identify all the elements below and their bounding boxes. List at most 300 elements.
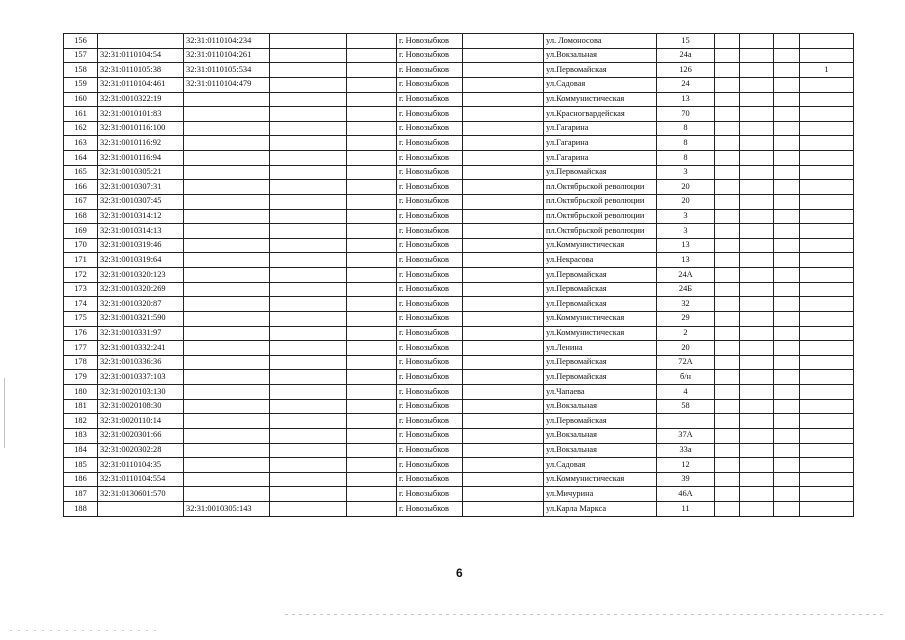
empty-cell (463, 224, 544, 239)
street-cell: ул.Первомайская (544, 282, 657, 297)
cadastral-number-cell: 32:31:0010320:87 (98, 297, 184, 312)
house-number-cell: 8 (657, 121, 715, 136)
empty-cell (715, 63, 740, 78)
street-cell: ул.Коммунистическая (544, 92, 657, 107)
empty-cell (774, 238, 800, 253)
empty-cell (270, 487, 347, 502)
empty-cell (270, 180, 347, 195)
empty-cell (347, 487, 397, 502)
street-cell: ул.Вокзальная (544, 443, 657, 458)
empty-cell (463, 194, 544, 209)
empty-cell (774, 34, 800, 49)
empty-cell (270, 63, 347, 78)
city-cell: г. Новозыбков (397, 355, 463, 370)
extra-value-cell (800, 370, 854, 385)
empty-cell (270, 502, 347, 517)
cadastral-number-2-cell (184, 414, 270, 429)
empty-cell (715, 107, 740, 122)
empty-cell (463, 311, 544, 326)
empty-cell (347, 224, 397, 239)
extra-value-cell (800, 414, 854, 429)
extra-value-cell (800, 151, 854, 166)
cadastral-number-cell: 32:31:0020110:14 (98, 414, 184, 429)
empty-cell (740, 428, 774, 443)
empty-cell (463, 414, 544, 429)
empty-cell (463, 487, 544, 502)
empty-cell (347, 107, 397, 122)
cadastral-number-cell: 32:31:0010319:46 (98, 238, 184, 253)
street-cell: ул.Садовая (544, 458, 657, 473)
table-row (64, 326, 854, 341)
empty-cell (347, 63, 397, 78)
empty-cell (774, 268, 800, 283)
empty-cell (715, 472, 740, 487)
empty-cell (740, 502, 774, 517)
city-cell: г. Новозыбков (397, 209, 463, 224)
street-cell: ул.Первомайская (544, 268, 657, 283)
city-cell: г. Новозыбков (397, 136, 463, 151)
empty-cell (740, 63, 774, 78)
table-row (64, 194, 854, 209)
empty-cell (715, 355, 740, 370)
table-row (64, 180, 854, 195)
extra-value-cell (800, 282, 854, 297)
city-cell: г. Новозыбков (397, 399, 463, 414)
city-cell: г. Новозыбков (397, 194, 463, 209)
empty-cell (270, 472, 347, 487)
empty-cell (715, 458, 740, 473)
cadastral-number-2-cell (184, 370, 270, 385)
table-row (64, 297, 854, 312)
table-row (64, 282, 854, 297)
empty-cell (463, 253, 544, 268)
empty-cell (463, 370, 544, 385)
empty-cell (463, 209, 544, 224)
empty-cell (774, 48, 800, 63)
empty-cell (715, 268, 740, 283)
extra-value-cell: 1 (800, 63, 854, 78)
empty-cell (347, 297, 397, 312)
cadastral-number-cell: 32:31:0110104:554 (98, 472, 184, 487)
cadastral-number-cell: 32:31:0110104:461 (98, 77, 184, 92)
street-cell: ул.Первомайская (544, 165, 657, 180)
empty-cell (774, 414, 800, 429)
empty-cell (715, 297, 740, 312)
empty-cell (740, 224, 774, 239)
empty-cell (347, 399, 397, 414)
city-cell: г. Новозыбков (397, 385, 463, 400)
city-cell: г. Новозыбков (397, 458, 463, 473)
row-number-cell: 186 (64, 472, 98, 487)
empty-cell (740, 268, 774, 283)
empty-cell (774, 355, 800, 370)
empty-cell (270, 253, 347, 268)
row-number-cell: 177 (64, 341, 98, 356)
house-number-cell: 4 (657, 385, 715, 400)
extra-value-cell (800, 268, 854, 283)
table-row (64, 253, 854, 268)
empty-cell (347, 253, 397, 268)
row-number-cell: 174 (64, 297, 98, 312)
empty-cell (270, 209, 347, 224)
table-row (64, 385, 854, 400)
table-row (64, 355, 854, 370)
empty-cell (463, 63, 544, 78)
empty-cell (740, 165, 774, 180)
empty-cell (270, 194, 347, 209)
empty-cell (715, 194, 740, 209)
cadastral-number-cell (98, 502, 184, 517)
cadastral-number-2-cell (184, 194, 270, 209)
row-number-cell: 157 (64, 48, 98, 63)
row-number-cell: 166 (64, 180, 98, 195)
house-number-cell: 33а (657, 443, 715, 458)
empty-cell (270, 428, 347, 443)
cadastral-number-2-cell (184, 355, 270, 370)
empty-cell (740, 48, 774, 63)
cadastral-number-cell: 32:31:0010322:19 (98, 92, 184, 107)
empty-cell (270, 341, 347, 356)
street-cell: ул.Коммунистическая (544, 472, 657, 487)
cadastral-number-cell: 32:31:0010305:21 (98, 165, 184, 180)
scan-edge-mark (4, 378, 5, 448)
extra-value-cell (800, 355, 854, 370)
empty-cell (270, 326, 347, 341)
empty-cell (774, 311, 800, 326)
empty-cell (463, 385, 544, 400)
extra-value-cell (800, 224, 854, 239)
city-cell: г. Новозыбков (397, 224, 463, 239)
empty-cell (740, 341, 774, 356)
city-cell: г. Новозыбков (397, 326, 463, 341)
street-cell: ул.Садовая (544, 77, 657, 92)
house-number-cell: 13 (657, 238, 715, 253)
table-row (64, 63, 854, 78)
city-cell: г. Новозыбков (397, 165, 463, 180)
empty-cell (270, 48, 347, 63)
table-body (64, 34, 854, 517)
empty-cell (740, 385, 774, 400)
empty-cell (740, 209, 774, 224)
cadastral-number-cell: 32:31:0010319:64 (98, 253, 184, 268)
empty-cell (347, 428, 397, 443)
cadastral-number-2-cell (184, 209, 270, 224)
house-number-cell (657, 414, 715, 429)
table-row (64, 428, 854, 443)
empty-cell (270, 224, 347, 239)
extra-value-cell (800, 326, 854, 341)
extra-value-cell (800, 502, 854, 517)
empty-cell (347, 165, 397, 180)
extra-value-cell (800, 297, 854, 312)
row-number-cell: 156 (64, 34, 98, 49)
house-number-cell: 24 (657, 77, 715, 92)
row-number-cell: 168 (64, 209, 98, 224)
empty-cell (463, 428, 544, 443)
cadastral-number-cell: 32:31:0010101:83 (98, 107, 184, 122)
house-number-cell: 24а (657, 48, 715, 63)
cadastral-number-2-cell (184, 443, 270, 458)
row-number-cell: 159 (64, 77, 98, 92)
cadastral-number-2-cell (184, 326, 270, 341)
row-number-cell: 176 (64, 326, 98, 341)
city-cell: г. Новозыбков (397, 311, 463, 326)
table-row (64, 414, 854, 429)
house-number-cell: 24Б (657, 282, 715, 297)
street-cell: ул.Ленина (544, 341, 657, 356)
empty-cell (774, 458, 800, 473)
empty-cell (774, 180, 800, 195)
cadastral-number-cell: 32:31:0010332:241 (98, 341, 184, 356)
row-number-cell: 179 (64, 370, 98, 385)
empty-cell (347, 92, 397, 107)
house-number-cell: 20 (657, 180, 715, 195)
row-number-cell: 163 (64, 136, 98, 151)
extra-value-cell (800, 121, 854, 136)
empty-cell (740, 297, 774, 312)
house-number-cell: 2 (657, 326, 715, 341)
city-cell: г. Новозыбков (397, 341, 463, 356)
row-number-cell: 185 (64, 458, 98, 473)
empty-cell (715, 443, 740, 458)
city-cell: г. Новозыбков (397, 487, 463, 502)
empty-cell (463, 107, 544, 122)
empty-cell (463, 282, 544, 297)
house-number-cell: 12 (657, 458, 715, 473)
street-cell: пл.Октябрьской революции (544, 224, 657, 239)
cadastral-number-2-cell (184, 399, 270, 414)
row-number-cell: 181 (64, 399, 98, 414)
row-number-cell: 167 (64, 194, 98, 209)
empty-cell (463, 180, 544, 195)
street-cell: ул.Первомайская (544, 355, 657, 370)
table-row (64, 48, 854, 63)
extra-value-cell (800, 165, 854, 180)
row-number-cell: 188 (64, 502, 98, 517)
city-cell: г. Новозыбков (397, 92, 463, 107)
city-cell: г. Новозыбков (397, 370, 463, 385)
cadastral-number-cell: 32:31:0010320:269 (98, 282, 184, 297)
cadastral-number-cell: 32:31:0010321:590 (98, 311, 184, 326)
house-number-cell: 58 (657, 399, 715, 414)
cadastral-number-cell: 32:31:0010331:97 (98, 326, 184, 341)
empty-cell (715, 341, 740, 356)
empty-cell (740, 326, 774, 341)
cadastral-number-cell: 32:31:0110104:35 (98, 458, 184, 473)
table-row (64, 370, 854, 385)
row-number-cell: 187 (64, 487, 98, 502)
empty-cell (715, 165, 740, 180)
extra-value-cell (800, 136, 854, 151)
house-number-cell: 11 (657, 502, 715, 517)
row-number-cell: 158 (64, 63, 98, 78)
city-cell: г. Новозыбков (397, 268, 463, 283)
empty-cell (740, 180, 774, 195)
city-cell: г. Новозыбков (397, 34, 463, 49)
empty-cell (774, 194, 800, 209)
empty-cell (715, 151, 740, 166)
empty-cell (774, 326, 800, 341)
empty-cell (774, 341, 800, 356)
empty-cell (715, 209, 740, 224)
empty-cell (347, 282, 397, 297)
cadastral-number-cell (98, 34, 184, 49)
house-number-cell: 13 (657, 92, 715, 107)
empty-cell (774, 385, 800, 400)
extra-value-cell (800, 385, 854, 400)
empty-cell (715, 48, 740, 63)
street-cell: пл.Октябрьской революции (544, 194, 657, 209)
cadastral-number-cell: 32:31:0010314:13 (98, 224, 184, 239)
empty-cell (270, 92, 347, 107)
empty-cell (463, 92, 544, 107)
cadastral-number-cell: 32:31:0010116:94 (98, 151, 184, 166)
row-number-cell: 172 (64, 268, 98, 283)
row-number-cell: 171 (64, 253, 98, 268)
cadastral-number-2-cell: 32:31:0110104:479 (184, 77, 270, 92)
city-cell: г. Новозыбков (397, 151, 463, 166)
empty-cell (270, 282, 347, 297)
cadastral-number-cell: 32:31:0020302:28 (98, 443, 184, 458)
extra-value-cell (800, 194, 854, 209)
extra-value-cell (800, 107, 854, 122)
empty-cell (740, 458, 774, 473)
empty-cell (715, 370, 740, 385)
table-row (64, 224, 854, 239)
empty-cell (270, 165, 347, 180)
empty-cell (347, 472, 397, 487)
cadastral-number-2-cell (184, 121, 270, 136)
empty-cell (347, 268, 397, 283)
empty-cell (347, 341, 397, 356)
empty-cell (715, 121, 740, 136)
empty-cell (774, 121, 800, 136)
empty-cell (774, 428, 800, 443)
cadastral-number-cell: 32:31:0010336:36 (98, 355, 184, 370)
empty-cell (463, 458, 544, 473)
extra-value-cell (800, 34, 854, 49)
empty-cell (740, 282, 774, 297)
city-cell: г. Новозыбков (397, 63, 463, 78)
empty-cell (740, 399, 774, 414)
city-cell: г. Новозыбков (397, 472, 463, 487)
street-cell: ул.Первомайская (544, 297, 657, 312)
house-number-cell: 72А (657, 355, 715, 370)
cadastral-number-cell: 32:31:0010337:103 (98, 370, 184, 385)
empty-cell (463, 136, 544, 151)
empty-cell (463, 238, 544, 253)
empty-cell (715, 487, 740, 502)
empty-cell (270, 136, 347, 151)
empty-cell (347, 311, 397, 326)
empty-cell (347, 180, 397, 195)
empty-cell (715, 311, 740, 326)
row-number-cell: 175 (64, 311, 98, 326)
cadastral-number-2-cell (184, 472, 270, 487)
empty-cell (715, 34, 740, 49)
empty-cell (347, 34, 397, 49)
extra-value-cell (800, 92, 854, 107)
cadastral-number-2-cell (184, 385, 270, 400)
empty-cell (715, 414, 740, 429)
row-number-cell: 173 (64, 282, 98, 297)
table-row (64, 443, 854, 458)
empty-cell (774, 282, 800, 297)
empty-cell (715, 238, 740, 253)
row-number-cell: 169 (64, 224, 98, 239)
house-number-cell: 32 (657, 297, 715, 312)
empty-cell (463, 443, 544, 458)
house-number-cell: 13 (657, 253, 715, 268)
cadastral-number-2-cell (184, 458, 270, 473)
table-row (64, 341, 854, 356)
empty-cell (270, 370, 347, 385)
city-cell: г. Новозыбков (397, 107, 463, 122)
city-cell: г. Новозыбков (397, 238, 463, 253)
cadastral-number-2-cell (184, 107, 270, 122)
empty-cell (774, 151, 800, 166)
empty-cell (270, 121, 347, 136)
empty-cell (463, 268, 544, 283)
empty-cell (740, 107, 774, 122)
table-row (64, 268, 854, 283)
empty-cell (347, 355, 397, 370)
city-cell: г. Новозыбков (397, 297, 463, 312)
street-cell: ул.Коммунистическая (544, 326, 657, 341)
cadastral-number-2-cell (184, 428, 270, 443)
empty-cell (715, 136, 740, 151)
empty-cell (774, 399, 800, 414)
street-cell: ул.Первомайская (544, 63, 657, 78)
cadastral-number-cell: 32:31:0010307:45 (98, 194, 184, 209)
city-cell: г. Новозыбков (397, 121, 463, 136)
city-cell: г. Новозыбков (397, 77, 463, 92)
empty-cell (715, 92, 740, 107)
table-row (64, 136, 854, 151)
empty-cell (774, 370, 800, 385)
empty-cell (715, 502, 740, 517)
empty-cell (270, 34, 347, 49)
street-cell: ул.Вокзальная (544, 48, 657, 63)
cadastral-number-2-cell (184, 341, 270, 356)
empty-cell (715, 399, 740, 414)
extra-value-cell (800, 311, 854, 326)
empty-cell (715, 282, 740, 297)
city-cell: г. Новозыбков (397, 48, 463, 63)
city-cell: г. Новозыбков (397, 180, 463, 195)
house-number-cell: 20 (657, 341, 715, 356)
empty-cell (347, 385, 397, 400)
empty-cell (270, 77, 347, 92)
empty-cell (347, 48, 397, 63)
street-cell: ул.Некрасова (544, 253, 657, 268)
empty-cell (463, 502, 544, 517)
house-number-cell: 39 (657, 472, 715, 487)
empty-cell (740, 414, 774, 429)
house-number-cell: б/н (657, 370, 715, 385)
extra-value-cell (800, 341, 854, 356)
empty-cell (740, 34, 774, 49)
empty-cell (463, 121, 544, 136)
empty-cell (270, 238, 347, 253)
empty-cell (463, 355, 544, 370)
table-row (64, 107, 854, 122)
empty-cell (463, 48, 544, 63)
house-number-cell: 37А (657, 428, 715, 443)
table-row (64, 151, 854, 166)
house-number-cell: 8 (657, 136, 715, 151)
extra-value-cell (800, 253, 854, 268)
